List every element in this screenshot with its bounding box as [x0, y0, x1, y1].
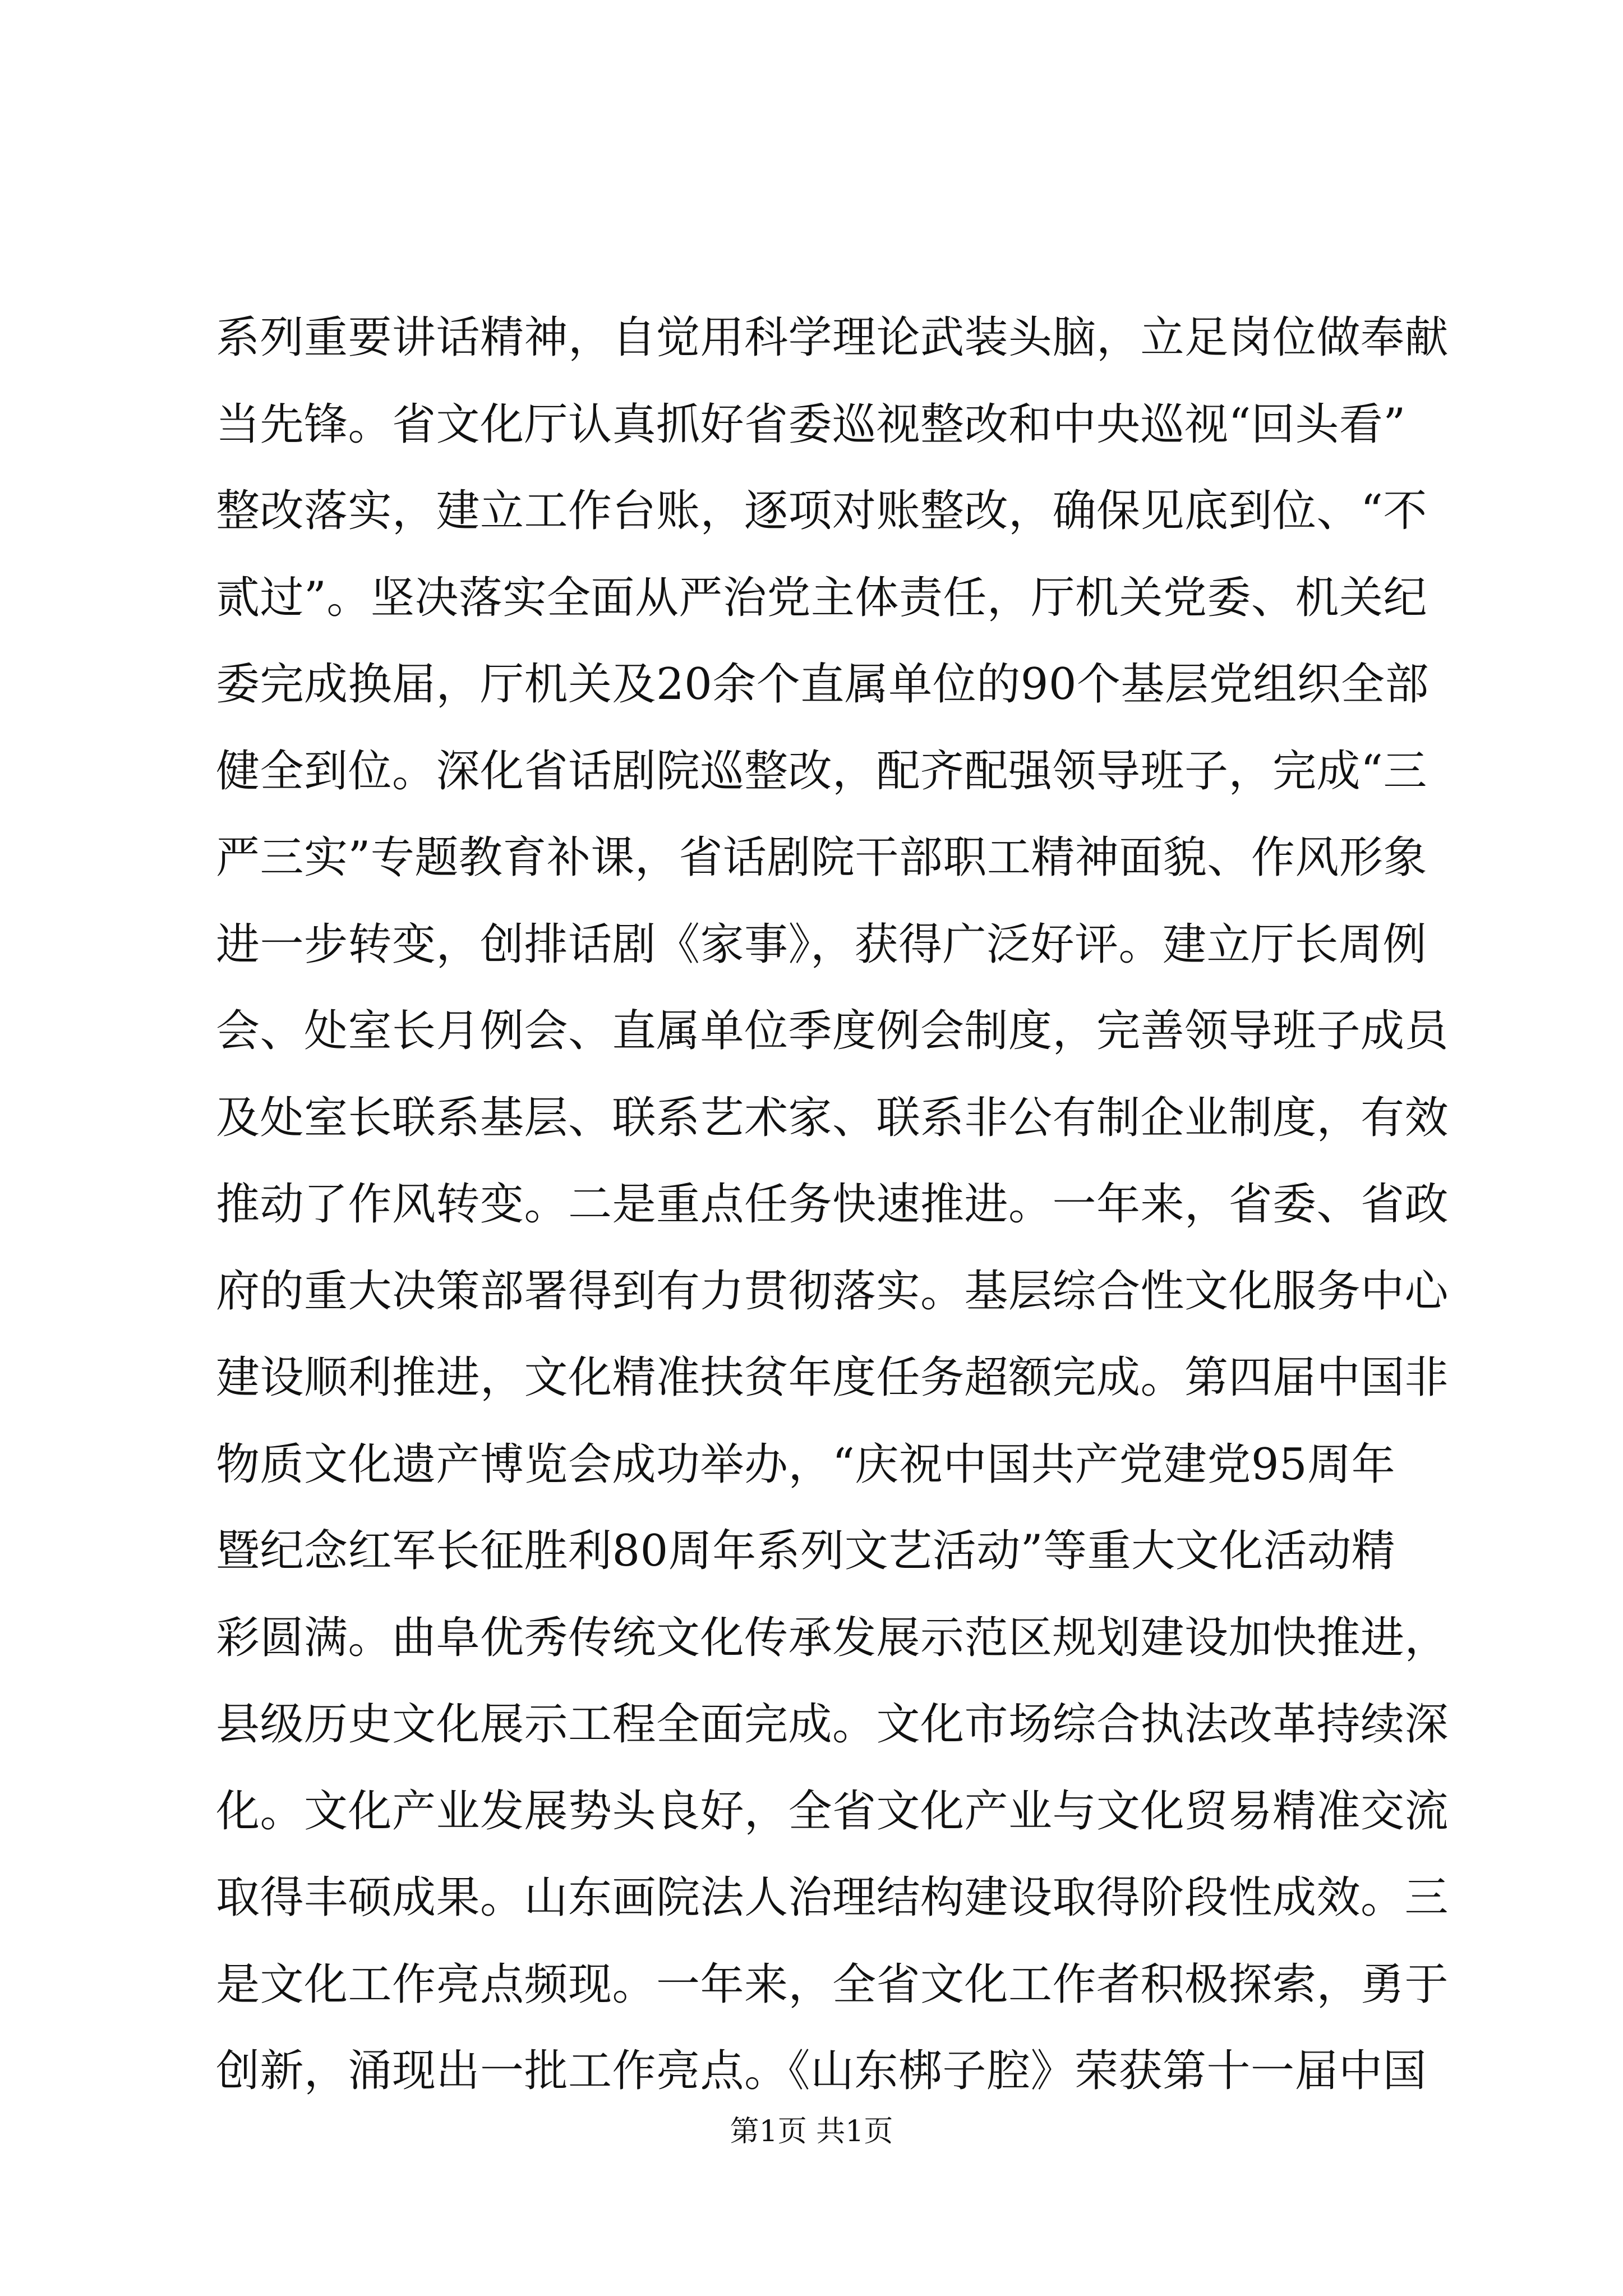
text-line-11: 推动了作风转变。二是重点任务快速推进。一年来，省委、省政	[216, 1179, 1449, 1230]
body-text	[216, 295, 1449, 2115]
text-line-12: 府的重大决策部署得到有力贯彻落实。基层综合性文化服务中心	[216, 1266, 1449, 1317]
text-line-5: 委完成换届，厅机关及20余个直属单位的90个基层党组织全部	[216, 659, 1430, 710]
text-line-15: 暨纪念红军长征胜利80周年系列文艺活动”等重大文化活动精	[216, 1526, 1396, 1576]
text-line-16: 彩圆满。曲阜优秀传统文化传承发展示范区规划建设加快推进，	[216, 1612, 1449, 1663]
text-line-17: 县级历史文化展示工程全面完成。文化市场综合执法改革持续深	[216, 1699, 1449, 1750]
text-line-3: 整改落实，建立工作台账，逐项对账整改，确保见底到位、“不	[216, 486, 1427, 536]
text-line-1: 系列重要讲话精神，自觉用科学理论武装头脑，立足岗位做奉献	[216, 312, 1449, 363]
text-line-21: 创新，涌现出一批工作亮点。《山东梆子腔》荣获第十一届中国	[216, 2046, 1427, 2096]
text-line-7: 严三实”专题教育补课，省话剧院干部职工精神面貌、作风形象	[216, 832, 1427, 883]
text-line-8: 进一步转变，创排话剧《家事》，获得广泛好评。建立厅长周例	[216, 919, 1427, 970]
text-line-9: 会、处室长月例会、直属单位季度例会制度，完善领导班子成员	[216, 1006, 1449, 1056]
text-line-14: 物质文化遗产博览会成功举办，“庆祝中国共产党建党95周年	[216, 1439, 1396, 1490]
text-line-19: 取得丰硕成果。山东画院法人治理结构建设取得阶段性成效。三	[216, 1872, 1449, 1923]
text-line-13: 建设顺利推进，文化精准扶贫年度任务超额完成。第四届中国非	[216, 1352, 1449, 1403]
text-line-4: 贰过”。坚决落实全面从严治党主体责任，厅机关党委、机关纪	[216, 572, 1427, 623]
page-footer: 第1页 共1页	[730, 2115, 893, 2148]
text-line-18: 化。文化产业发展势头良好，全省文化产业与文化贸易精准交流	[216, 1786, 1449, 1837]
text-line-2: 当先锋。省文化厅认真抓好省委巡视整改和中央巡视“回头看”	[216, 399, 1406, 450]
text-line-6: 健全到位。深化省话剧院巡整改，配齐配强领导班子，完成“三	[216, 746, 1427, 797]
text-line-10: 及处室长联系基层、联系艺术家、联系非公有制企业制度，有效	[216, 1092, 1449, 1143]
text-line-20: 是文化工作亮点频现。一年来，全省文化工作者积极探索，勇于	[216, 1959, 1449, 2010]
